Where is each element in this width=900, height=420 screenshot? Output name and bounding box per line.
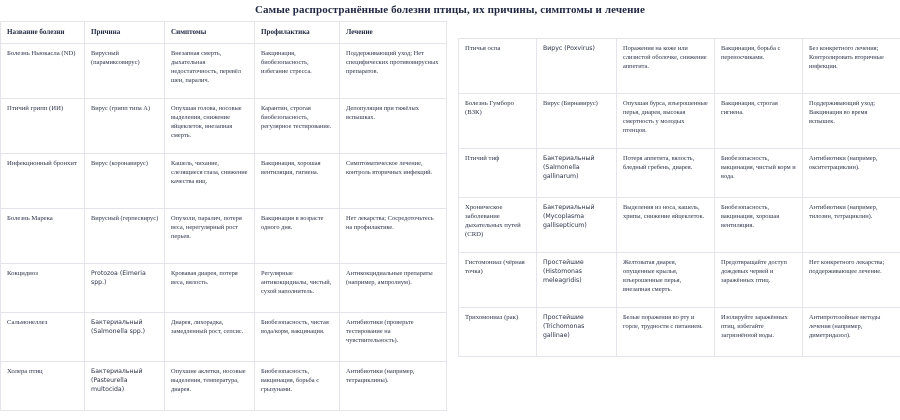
cell-prevention: Вакцинация, биобезопасность, избегание стресса. [255,44,340,99]
table-row [1,209,447,264]
cell-treatment: Антибиотики (проверьте тестирование на чувствительность). [340,313,447,362]
cell-symptoms: Выделения из носа, кашель, хрипы, снижение яйцеклеток. [617,198,715,253]
cell-disease-name: Гистомониаз (чёрная точка) [459,253,537,308]
table-row [1,154,447,209]
cell-cause: Вирусный (герпесвирус) [85,209,165,264]
cell-prevention: Регулярные антикокцидиалы, чистый, сухой наполнитель. [255,264,340,313]
column-header-name: Название болезни [1,22,85,44]
cell-treatment: Без конкретного лечения; Контролировать вторичные инфекции. [803,39,900,94]
cell-disease-name: Трихомониаз (рак) [459,308,537,357]
table-row [459,94,900,149]
cell-prevention: Карантин, строгая биобезопасность, регулярное тестирование. [255,99,340,154]
cell-cause: Вирус (грипп типа А) [85,99,165,154]
cell-symptoms: Опухоли, паралич, потеря веса, нерегулярный рост перьев. [165,209,255,264]
cell-symptoms: Опухшая голова, носовые выделения, снижение яйцеклеток, внезапная смерть. [165,99,255,154]
cell-disease-name: Болезнь Гумборо (ВЗК) [459,94,537,149]
cell-treatment: Антибиотики (например, тилозин, тетрациклин). [803,198,900,253]
table-row [1,99,447,154]
cell-symptoms: Потеря аппетита, вялость, бледный гребень, диарея. [617,149,715,198]
cell-prevention: Предотвращайте доступ дождевых червей и заражённых птиц. [715,253,803,308]
cell-cause: Бактериальный (Mycoplasma gallisepticum) [537,198,617,253]
right-disease-table [458,38,900,357]
cell-symptoms: Белые поражения во рту и горле, трудности с питанием. [617,308,715,357]
cell-prevention: Вакцинация, строгая гигиена. [715,94,803,149]
cell-disease-name: Хроническое заболевание дыхательных путей (CRD) [459,198,537,253]
cell-prevention: Вакцинация, хорошая вентиляция, гигиена. [255,154,340,209]
cell-symptoms: Желтоватая диарея, опущенные крылья, взъерошенные перья, внезапная смерть. [617,253,715,308]
cell-disease-name: Инфекционный бронхит [1,154,85,209]
cell-treatment: Нет конкретного лекарства; поддерживающее лечение. [803,253,900,308]
cell-symptoms: Опухшая бурса, взъерошенные перья, диарея, высокая смертность у молодых птенцов. [617,94,715,149]
cell-prevention: Биобезопасность, вакцинация, хорошая вентиляция. [715,198,803,253]
cell-treatment: Антибиотики (например, окситетрациклин). [803,149,900,198]
tables-container [0,21,900,411]
table-row [459,253,900,308]
table-header-row [1,22,447,44]
table-row [1,44,447,99]
cell-treatment: Депопуляция при тяжёлых вспышках. [340,99,447,154]
left-table-body [1,44,447,411]
column-header-cause: Причина [85,22,165,44]
cell-disease-name: Кокцидиоз [1,264,85,313]
cell-prevention: Биобезопасность, вакцинация, борьба с грызунами. [255,362,340,411]
cell-prevention: Изолируйте заражённых птиц, избегайте загрязнённой воды. [715,308,803,357]
cell-treatment: Поддерживающий уход; Вакцинация во время вспышек. [803,94,900,149]
table-row [459,198,900,253]
cell-cause: Бактериальный (Pasteurella multocida) [85,362,165,411]
table-row [459,149,900,198]
cell-disease-name: Сальмонеллез [1,313,85,362]
cell-disease-name: Птичья оспа [459,39,537,94]
cell-symptoms: Опухшие аклетки, носовые выделения, температура, диарея. [165,362,255,411]
right-table-column [458,21,900,357]
left-table-column [0,21,446,411]
table-row [1,264,447,313]
column-header-treatment: Лечение [340,22,447,44]
cell-prevention: Биобезопасность, вакцинация, чистый корм и вода. [715,149,803,198]
right-table-body [459,39,900,357]
cell-cause: Бактериальный (Salmonella spp.) [85,313,165,362]
left-table-head [1,22,447,44]
column-header-prevention: Профилактика [255,22,340,44]
cell-cause: Простейшие (Trichomonas gallinae) [537,308,617,357]
left-disease-table [0,21,447,411]
cell-cause: Вирус (коронавирус) [85,154,165,209]
cell-disease-name: Болезнь Ньюкасла (ND) [1,44,85,99]
cell-symptoms: Кровавая диарея, потеря веса, вялость. [165,264,255,313]
cell-disease-name: Болезнь Марека [1,209,85,264]
cell-disease-name: Птичий тиф [459,149,537,198]
table-row [1,313,447,362]
page-title: Самые распространённые болезни птицы, их причины, симптомы и лечение [255,4,645,16]
table-row [459,308,900,357]
cell-treatment: Симптоматическое лечение, контроль вторичных инфекций. [340,154,447,209]
cell-symptoms: Кашель, чихание, слезящиеся глаза, снижение качества яиц. [165,154,255,209]
cell-cause: Простейшие (Histomonas meleagridis) [537,253,617,308]
table-row [1,362,447,411]
cell-treatment: Антипротозойные методы лечения (например, диметридазол). [803,308,900,357]
cell-cause: Бактериальный (Salmonella gallinarum) [537,149,617,198]
cell-prevention: Вакцинация, борьба с переносчиками. [715,39,803,94]
cell-cause: Protozoa (Eimeria spp.) [85,264,165,313]
cell-prevention: Биобезопасность, чистая вода/корм, вакцинация. [255,313,340,362]
cell-treatment: Антикокцидиальные препараты (например, ампролиум). [340,264,447,313]
cell-symptoms: Поражения на коже или слизистой оболочке, снижение аппетита. [617,39,715,94]
cell-disease-name: Птичий грипп (ИИ) [1,99,85,154]
table-row [459,39,900,94]
column-header-symptoms: Симптомы [165,22,255,44]
cell-symptoms: Диарея, лихорадка, замедленный рост, сепсис. [165,313,255,362]
cell-treatment: Нет лекарства; Сосредоточьтесь на профилактике. [340,209,447,264]
cell-disease-name: Холера птиц [1,362,85,411]
cell-treatment: Антибиотики (например, тетрациклины). [340,362,447,411]
cell-cause: Вирус (Бирнавирус) [537,94,617,149]
cell-prevention: Вакцинация в возрасте одного дня. [255,209,340,264]
cell-cause: Вирусный (парамиксовирус) [85,44,165,99]
cell-treatment: Поддерживающий уход; Нет специфических противовирусных препаратов. [340,44,447,99]
cell-symptoms: Внезапная смерть, дыхательная недостаточность, перевёл шеи, паралич. [165,44,255,99]
cell-cause: Вирус (Poxvirus) [537,39,617,94]
